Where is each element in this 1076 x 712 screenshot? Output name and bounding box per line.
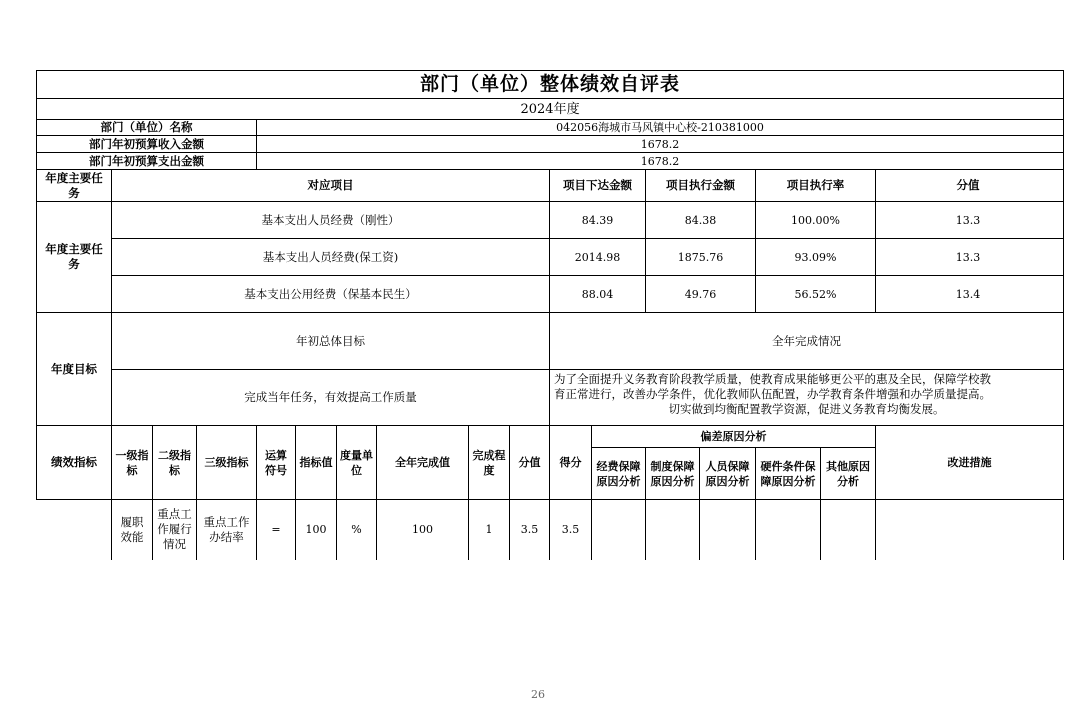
- indicator-annual: 100: [377, 500, 469, 560]
- unit-name-value: 042056海城市马风镇中心校-210381000: [257, 120, 1064, 136]
- indicator-unit: %: [337, 500, 377, 560]
- goals-overall-text: 完成当年任务，有效提高工作质量: [112, 370, 550, 426]
- task-allocated: 88.04: [550, 276, 646, 313]
- header-unit: 度量单位: [337, 426, 377, 500]
- header-level1: 一级指标: [112, 426, 153, 500]
- task-executed: 1875.76: [646, 239, 756, 276]
- task-header-item: 对应项目: [112, 170, 550, 202]
- task-row: [37, 239, 1064, 276]
- info-row-expense: [37, 153, 1064, 170]
- task-allocated: 84.39: [550, 202, 646, 239]
- performance-self-evaluation-sheet: [36, 70, 1063, 560]
- goals-section-label: 年度目标: [37, 313, 112, 426]
- task-rate: 93.09%: [756, 239, 876, 276]
- header-dev-hardware: 硬件条件保障原因分析: [756, 448, 821, 500]
- indicator-score: 3.5: [550, 500, 592, 560]
- header-degree: 完成程度: [469, 426, 510, 500]
- header-operator: 运算符号: [257, 426, 296, 500]
- indicator-dev-funding: [592, 500, 646, 560]
- header-level2: 二级指标: [153, 426, 197, 500]
- goals-completion-text: [550, 370, 1064, 426]
- task-score-value: [876, 202, 1064, 239]
- header-dev-funding: 经费保障原因分析: [592, 448, 646, 500]
- header-level3: 三级指标: [197, 426, 257, 500]
- task-row: [37, 202, 1064, 239]
- goals-content-row: [37, 370, 1064, 426]
- budget-expense-value: 1678.2: [257, 153, 1064, 170]
- task-score-value: [876, 239, 1064, 276]
- indicator-dev-hardware: [756, 500, 821, 560]
- goals-completion-line: 育正常进行，改善办学条件，优化教师队伍配置，办学教育条件增强和办学质量提高。: [554, 387, 991, 401]
- task-row: [37, 276, 1064, 313]
- indicator-dev-other: [821, 500, 876, 560]
- task-header-score-value-text: 分值: [956, 178, 980, 192]
- budget-income-value: 1678.2: [257, 136, 1064, 153]
- year-row: [37, 99, 1064, 120]
- task-item: 基本支出公用经费（保基本民生）: [112, 276, 550, 313]
- task-item: 基本支出人员经费（刚性）: [112, 202, 550, 239]
- task-score-value-text: 13.3: [955, 250, 981, 264]
- header-improve: 改进措施: [876, 426, 1064, 500]
- task-score-value-text: 13.4: [955, 287, 981, 301]
- table-title: 部门（单位）整体绩效自评表: [37, 71, 1064, 99]
- goals-completion-line: 切实做到均衡配置教学资源，促进义务教育均衡发展。: [668, 402, 945, 416]
- indicator-spacer: [37, 500, 112, 560]
- goals-overall-header: 年初总体目标: [112, 313, 550, 370]
- info-row-income: [37, 136, 1064, 153]
- indicator-dev-system: [646, 500, 700, 560]
- indicator-header-row: [37, 426, 1064, 448]
- header-annual: 全年完成值: [377, 426, 469, 500]
- indicator-degree: 1: [469, 500, 510, 560]
- task-header-allocated: 项目下达金额: [550, 170, 646, 202]
- header-score-value: 分值: [510, 426, 550, 500]
- indicator-level3: 重点工作办结率: [197, 500, 257, 560]
- task-score-value-text: 13.3: [955, 213, 981, 227]
- info-row-name: [37, 120, 1064, 136]
- fiscal-year: 2024年度: [37, 99, 1064, 120]
- header-dev-staff: 人员保障原因分析: [700, 448, 756, 500]
- header-dev-other: 其他原因分析: [821, 448, 876, 500]
- task-header-score-value: [876, 170, 1064, 202]
- task-executed: 49.76: [646, 276, 756, 313]
- goals-completion-header: 全年完成情况: [550, 313, 1064, 370]
- indicator-target: 100: [296, 500, 337, 560]
- task-allocated: 2014.98: [550, 239, 646, 276]
- task-rate: 56.52%: [756, 276, 876, 313]
- header-target: 指标值: [296, 426, 337, 500]
- indicator-operator: =: [257, 500, 296, 560]
- task-score-value: [876, 276, 1064, 313]
- task-header-rate: 项目执行率: [756, 170, 876, 202]
- indicators-section-label: 绩效指标: [37, 426, 112, 500]
- task-header-left: 年度主要任务: [37, 170, 112, 202]
- unit-name-label: 部门（单位）名称: [37, 120, 257, 136]
- goals-header-row: [37, 313, 1064, 370]
- indicator-dev-staff: [700, 500, 756, 560]
- title-row: [37, 71, 1064, 99]
- task-item: 基本支出人员经费(保工资): [112, 239, 550, 276]
- header-deviation: 偏差原因分析: [592, 426, 876, 448]
- evaluation-table: [36, 70, 1064, 560]
- task-rate: 100.00%: [756, 202, 876, 239]
- budget-income-label: 部门年初预算收入金额: [37, 136, 257, 153]
- budget-expense-label: 部门年初预算支出金额: [37, 153, 257, 170]
- indicator-improve: [876, 500, 1064, 560]
- task-executed: 84.38: [646, 202, 756, 239]
- header-dev-system: 制度保障原因分析: [646, 448, 700, 500]
- task-header-row: [37, 170, 1064, 202]
- indicator-level1: 履职效能: [112, 500, 153, 560]
- task-header-executed: 项目执行金额: [646, 170, 756, 202]
- indicator-score-value: 3.5: [510, 500, 550, 560]
- indicator-level2: 重点工作履行情况: [153, 500, 197, 560]
- goals-completion-line: 为了全面提升义务教育阶段教学质量，使教育成果能够更公平的惠及全民，保障学校教: [554, 372, 991, 386]
- indicator-row: [37, 500, 1064, 560]
- header-score: 得分: [550, 426, 592, 500]
- page-number: 26: [531, 688, 545, 701]
- task-section-label: 年度主要任务: [37, 202, 112, 313]
